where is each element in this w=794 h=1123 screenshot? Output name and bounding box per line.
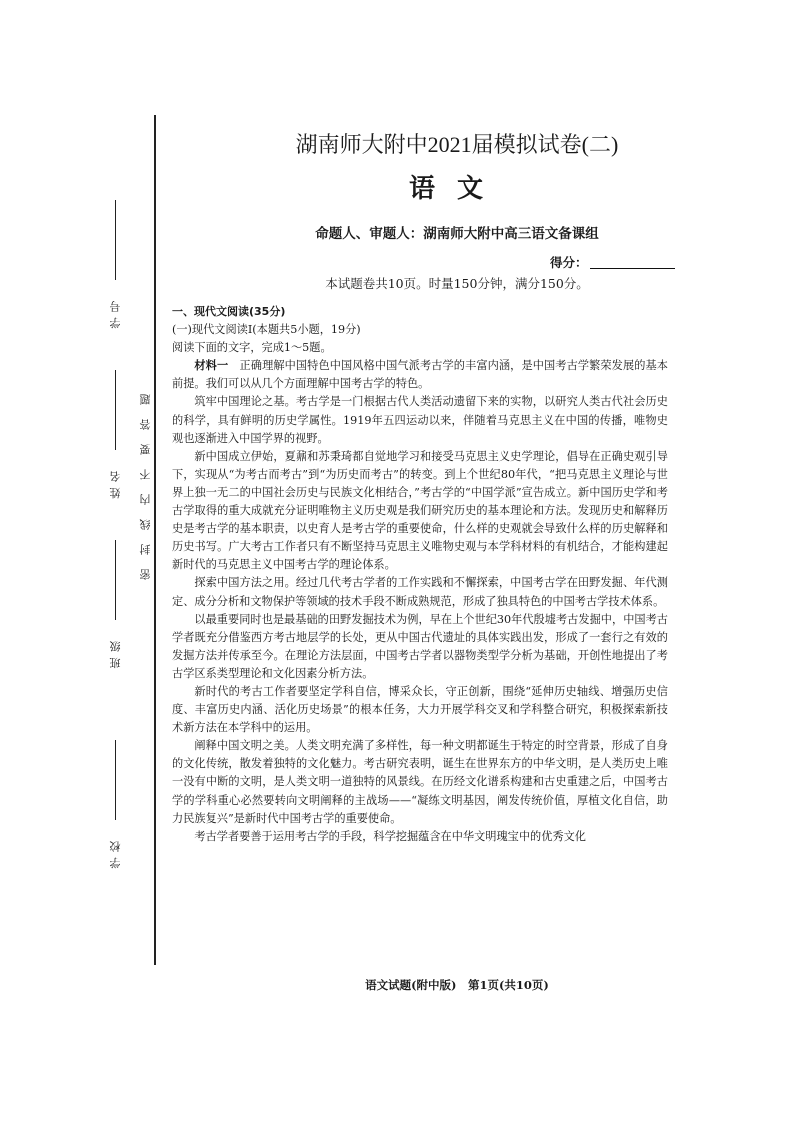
section-instruction: 阅读下面的文字，完成1～5题。 (172, 341, 332, 355)
material-paragraph: 以最重要同时也是最基础的田野发掘技术为例，早在上个世纪30年代殷墟考古发掘中，中国考古学者既充分借鉴西方考古地层学的长处，更从中国古代遗址的具体实践出发，形成了一套行之有效的发掘方法并传承至今。在理论方法层面，中国考古学者以器物类型学分析为基础，开创性地提出了考古学区系类型理论和文化因素分析方法。 (172, 612, 668, 680)
binding-line (154, 115, 156, 965)
name-label: 姓 名 (109, 470, 122, 499)
authors-line: 命题人、审题人：湖南师大附中高三语文备课组 (315, 226, 599, 242)
student-id-field (106, 300, 126, 329)
material-paragraph: 材料一 正确理解中国特色中国风格中国气派考古学的丰富内涵，是中国考古学繁荣发展的基本前提。我们可以从几个方面理解中国考古学的特色。 (172, 359, 668, 391)
material-paragraph: 新时代的考古工作者要坚定学科自信，博采众长，守正创新，围绕“延伸历史轴线、增强历史信度、丰富历史内涵、活化历史场景”的根本任务，大力开展学科交叉和学科整合研究，积极探索新技术新方法在本学科中的运用。 (172, 684, 668, 735)
material-paragraph: 考古学者要善于运用考古学的手段，科学挖掘蕴含在中华文明瑰宝中的优秀文化 (194, 829, 586, 843)
name-blank[interactable] (106, 370, 126, 454)
page-title: 湖南师大附中2021届模拟试卷(二) (295, 132, 619, 157)
school-field (106, 840, 126, 869)
subject-title: 语文 (408, 174, 505, 204)
score-blank[interactable] (590, 256, 675, 269)
student-id-blank[interactable] (106, 200, 126, 284)
class-blank[interactable] (106, 540, 126, 624)
score-field (550, 253, 675, 271)
section-heading: 一、现代文阅读(35分) (172, 305, 286, 318)
student-id-label: 学 号 (109, 300, 122, 329)
section-subheading: (一)现代文阅读Ⅰ(本题共5小题，19分) (172, 323, 361, 337)
reading-content (172, 303, 668, 846)
school-label: 学 校 (109, 840, 122, 869)
name-field (106, 470, 126, 499)
material-paragraph: 探索中国方法之用。经过几代考古学者的工作实践和不懈探索，中国考古学在田野发掘、年代测定、成分分析和文物保护等领域的技术手段不断成熟规范，形成了独具特色的中国考古学技术体系。 (172, 576, 668, 608)
exam-info: 本试题卷共10页。时量150分钟，满分150分。 (325, 276, 589, 291)
material-label: 材料一 (194, 359, 229, 373)
score-label: 得分： (550, 255, 588, 270)
seal-notice: 密封线内不要答题 (139, 380, 152, 580)
material-paragraph: 筑牢中国理论之基。考古学是一门根据古代人类活动遗留下来的实物，以研究人类古代社会历史的科学，具有鲜明的历史学属性。1919年五四运动以来，伴随着马克思主义在中国的传播，唯物史观也逐渐进入中国学界的视野。 (172, 395, 668, 445)
material-paragraph: 阐释中国文明之美。人类文明充满了多样性，每一种文明都诞生于特定的时空背景，形成了自身的文化传统，散发着独特的文化魅力。考古研究表明，诞生在世界东方的中华文明，是人类历史上唯一没有中断的文明，是人类文明一道独特的风景线。在历经文化谱系构建和古史重建之后，中国考古学的学科重心必然要转向文明阐释的主战场——“凝练文明基因，阐发传统价值，厚植文化自信，助力民族复兴”是新时代中国考古学的重要使命。 (172, 739, 668, 825)
class-field (106, 640, 126, 669)
material-paragraph: 新中国成立伊始，夏鼐和苏秉琦都自觉地学习和接受马克思主义史学理论，倡导在正确史观引导下，实现从“为考古而考古”到“为历史而考古”的转变。到上个世纪80年代，“把马克思主义理论与世界上独一无二的中国社会历史与民族文化相结合，”考古学的“中国学派”宣告成立。新中国历史学和考古学取得的重大成就充分证明唯物主义历史观是我们研究历史的基本理论和方法。发现历史和解释历史是考古学的基本职责，以史育人是考古学的重要使命，什么样的史观就会导致什么样的历史解释和历史书写。广大考古工作者只有不断坚持马克思主义唯物史观与本学科材料的有机结合，才能构建起新时代的马克思主义中国考古学的理论体系。 (172, 449, 668, 572)
class-label: 班 级 (109, 640, 122, 669)
school-blank[interactable] (106, 740, 126, 824)
page-footer: 语文试题(附中版) 第1页(共10页) (365, 978, 549, 992)
